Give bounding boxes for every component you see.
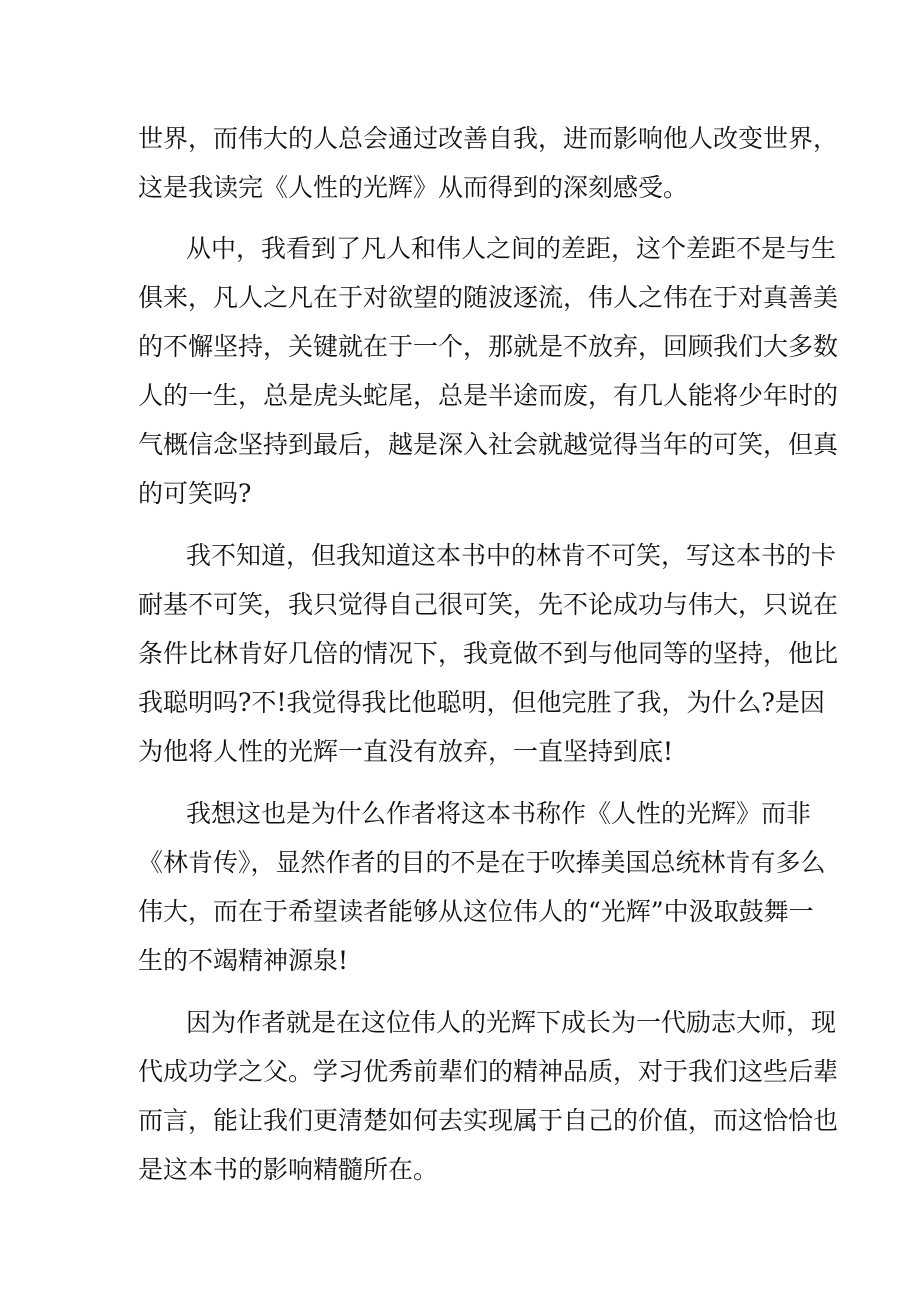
paragraph-4-line-1: 我想这也是为什么作者将这本书称作《人性的光辉》而非 — [186, 799, 812, 828]
paragraph-5-line-3: 而言，能让我们更清楚如何去实现属于自己的价值，而这恰恰也 — [138, 1106, 839, 1135]
paragraph-2-line-3: 的不懈坚持，关键就在于一个，那就是不放弃，回顾我们大多数 — [138, 332, 839, 361]
paragraph-2-line-5: 气概信念坚持到最后，越是深入社会就越觉得当年的可笑，但真 — [138, 430, 839, 459]
paragraph-3-line-3: 条件比林肯好几倍的情况下，我竟做不到与他同等的坚持，他比 — [138, 639, 839, 668]
paragraph-1-line-2: 这是我读完《人性的光辉》从而得到的深刻感受。 — [138, 173, 689, 202]
paragraph-4-line-2: 《林肯传》，显然作者的目的不是在于吹捧美国总统林肯有多么 — [138, 848, 826, 877]
paragraph-2-line-6: 的可笑吗? — [138, 479, 252, 508]
paragraph-2-line-1: 从中，我看到了凡人和伟人之间的差距，这个差距不是与生 — [186, 234, 837, 263]
paragraph-3-line-4: 我聪明吗?不!我觉得我比他聪明，但他完胜了我，为什么?是因 — [138, 688, 825, 717]
paragraph-3-line-1: 我不知道，但我知道这本书中的林肯不可笑，写这本书的卡 — [186, 541, 837, 570]
paragraph-4-line-3: 伟大，而在于希望读者能够从这位伟人的“光辉”中汲取鼓舞一 — [138, 897, 814, 926]
paragraph-1-line-1: 世界，而伟大的人总会通过改善自我，进而影响他人改变世界， — [138, 124, 839, 153]
paragraph-4-line-4: 生的不竭精神源泉! — [138, 946, 349, 975]
paragraph-5-line-2: 代成功学之父。学习优秀前辈们的精神品质，对于我们这些后辈 — [138, 1057, 839, 1086]
paragraph-5-line-1: 因为作者就是在这位伟人的光辉下成长为一代励志大师，现 — [186, 1008, 837, 1037]
paragraph-2-line-2: 俱来，凡人之凡在于对欲望的随波逐流，伟人之伟在于对真善美 — [138, 283, 839, 312]
paragraph-3-line-5: 为他将人性的光辉一直没有放弃，一直坚持到底! — [138, 737, 674, 766]
paragraph-3-line-2: 耐基不可笑，我只觉得自己很可笑，先不论成功与伟大，只说在 — [138, 590, 839, 619]
paragraph-2-line-4: 人的一生，总是虎头蛇尾，总是半途而废，有几人能将少年时的 — [138, 381, 839, 410]
paragraph-5-line-4: 是这本书的影响精髓所在。 — [138, 1155, 439, 1184]
